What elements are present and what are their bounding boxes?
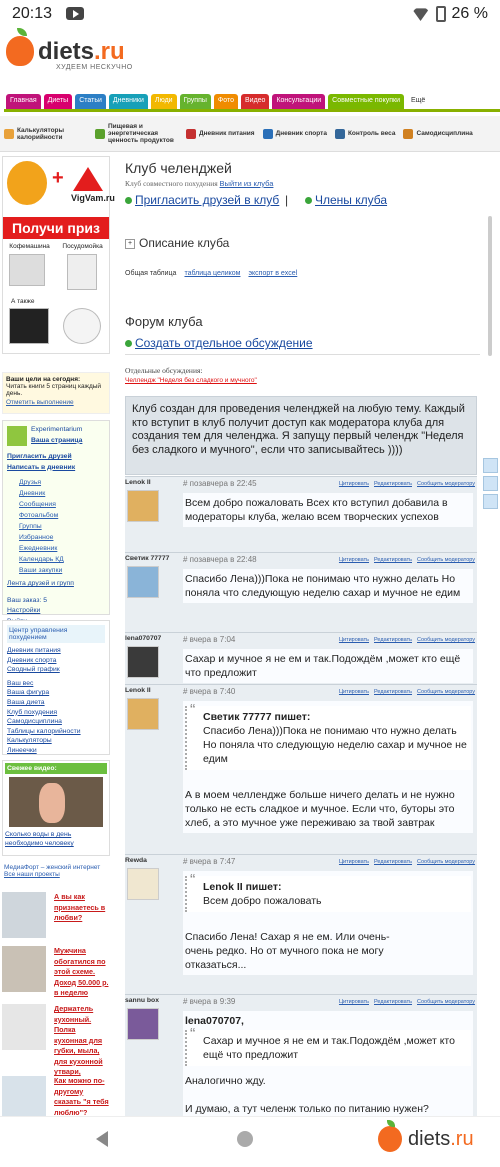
write-diary-link[interactable]: Написать в дневник <box>7 463 76 471</box>
nav-tab[interactable]: Дневники <box>109 94 148 109</box>
edit-button[interactable]: Редактировать <box>374 859 412 865</box>
promo-text[interactable]: Держатель кухонный. Полка кухонная для губки, мыла, для кухонной утвари, <box>54 1004 103 1076</box>
quote-button[interactable]: Цитировать <box>338 557 369 563</box>
report-button[interactable]: Сообщить модератору <box>417 689 475 695</box>
tool-label: Калькуляторы калорийности <box>17 126 65 141</box>
post-body: Сахар и мучное я не ем и так.Подождём ,может кто ещё что предложит <box>183 649 473 683</box>
post-quote <box>185 1030 471 1066</box>
ad-brand: VigVam.ru <box>71 193 115 203</box>
diets-logo-icon[interactable] <box>6 36 34 66</box>
mediafort-title[interactable]: МедиаФорт – женский интернет <box>4 864 101 871</box>
nav-tab[interactable]: Люди <box>151 94 177 109</box>
user-menu-item[interactable]: Дневник <box>19 490 46 497</box>
control-center-link[interactable]: Клуб похудения <box>7 708 58 716</box>
home-icon[interactable] <box>237 1131 253 1147</box>
left-column <box>0 156 113 1116</box>
all-projects-link[interactable]: Все наши проекты <box>4 871 60 878</box>
bottom-logo-tld: .ru <box>450 1128 474 1150</box>
tools-bar <box>0 116 500 152</box>
tool-item[interactable] <box>182 116 259 151</box>
video-box <box>2 760 110 856</box>
post-author[interactable]: Lenok II <box>125 479 151 486</box>
friends-feed-link[interactable]: Лента друзей и групп <box>7 580 74 587</box>
edit-button[interactable]: Редактировать <box>374 999 412 1005</box>
post-avatar[interactable] <box>127 566 159 598</box>
tool-icon <box>4 129 14 139</box>
nav-underline <box>4 109 500 112</box>
club-description-toggle[interactable]: + Описание клуба <box>125 236 229 250</box>
post-time[interactable]: # вчера в 7:40 <box>183 687 236 696</box>
report-button[interactable]: Сообщить модератору <box>417 637 475 643</box>
video-thumbnail[interactable] <box>9 777 103 827</box>
post-body <box>183 701 473 833</box>
ad-item2: Посудомойка <box>62 243 103 250</box>
quote-button[interactable]: Цитировать <box>338 859 369 865</box>
post-text: И думаю, а тут челенж только по питанию нужен? <box>185 1103 429 1115</box>
post-time[interactable]: # вчера в 9:39 <box>183 997 236 1006</box>
logo-tld: .ru <box>94 38 125 65</box>
goals-title: Ваши цели на сегодня: <box>6 376 81 383</box>
status-bar <box>0 0 500 30</box>
club-type: Клуб совместного похудения <box>125 179 218 188</box>
wifi-icon <box>412 7 430 21</box>
status-time: 20:13 <box>12 5 53 22</box>
post-actions <box>339 637 475 643</box>
club-main <box>117 156 485 1116</box>
post-time[interactable]: # позавчера в 22:48 <box>183 555 257 564</box>
ad-character-image <box>7 161 47 205</box>
create-discussion-link[interactable] <box>125 336 313 350</box>
tool-label: Контроль веса <box>347 130 396 137</box>
battery-level: 26 % <box>451 5 488 22</box>
promo-text[interactable]: Как можно по-другому сказать "я тебя люблю"? <box>54 1076 109 1117</box>
promo-text[interactable]: Мужчина обогатился по этой схеме. Доход 50.000 р. в неделю <box>54 946 109 997</box>
promo-item[interactable] <box>2 946 110 1002</box>
post-actions <box>339 481 475 487</box>
control-center-link[interactable]: Калькуляторы <box>7 737 52 745</box>
report-button[interactable]: Сообщить модератору <box>417 999 475 1005</box>
quote-author: “ Lenok II пишет: <box>203 881 282 893</box>
post-avatar[interactable] <box>127 868 159 900</box>
tool-icon <box>403 129 413 139</box>
post-time[interactable]: # вчера в 7:47 <box>183 857 236 866</box>
quote-author: “ Светик 77777 пишет: <box>203 711 311 723</box>
edit-button[interactable]: Редактировать <box>374 481 412 487</box>
nav-tab[interactable]: Консультации <box>272 94 325 109</box>
post-avatar[interactable] <box>127 646 159 678</box>
tool-item[interactable] <box>259 116 331 151</box>
nav-tab[interactable]: Статьи <box>75 94 106 109</box>
scrollbar[interactable] <box>488 216 492 356</box>
quote-text: Сахар и мучное я не ем и так.Подождём ,может кто ещё что предложит <box>203 1035 455 1061</box>
forum-post <box>125 994 477 1116</box>
divider <box>125 354 480 355</box>
post-text: А в моем челлендже больше ничего делать и не нужно только не есть сладкое и мучное. Если что, буторы это хлеб, а это мучное уже переживаю за твой завтрак <box>185 789 455 829</box>
club-info-box: Клуб создан для проведения челенджей на любую тему. Каждый кто вступит в клуб получит доступ как модератора клуба для создания тем для челенджа. Я запущу первый челендж "Неделя без сладкого и мучного", если что записывайтесь )))) <box>125 396 477 475</box>
robot-vacuum-image <box>63 308 101 344</box>
user-name[interactable]: Experimentarium <box>31 426 83 433</box>
club-members-link[interactable] <box>305 193 387 207</box>
post-body <box>183 871 473 975</box>
leave-club-link[interactable]: Выйти из клуба <box>219 179 274 188</box>
status-right <box>412 5 488 23</box>
forum-post <box>125 476 477 556</box>
logo-tagline: ХУДЕЕМ НЕСКУЧНО <box>56 64 133 71</box>
coffee-machine-image <box>9 254 45 286</box>
diets-logo-icon[interactable] <box>378 1126 402 1152</box>
post-avatar[interactable] <box>127 1008 159 1040</box>
plus-icon <box>125 197 132 204</box>
post-actions <box>339 557 475 563</box>
forum-title: Форум клуба <box>125 314 203 329</box>
quote-button[interactable]: Цитировать <box>338 689 369 695</box>
quote-button[interactable]: Цитировать <box>338 481 369 487</box>
youtube-icon <box>66 7 84 20</box>
post-time[interactable]: # позавчера в 22:45 <box>183 479 257 488</box>
forum-post <box>125 632 477 684</box>
tool-icon <box>95 129 105 139</box>
quote-text: Спасибо Лена)))Пока не понимаю что нужно делать Но поняла что следующую неделю сахар и мучное не едим <box>203 725 467 765</box>
control-center-link[interactable]: Самодисциплина <box>7 718 62 726</box>
goals-box <box>2 372 110 414</box>
bottom-logo-name: diets <box>408 1128 451 1150</box>
forum-post <box>125 854 477 994</box>
control-center-link[interactable]: Дневник питания <box>7 647 61 654</box>
control-center-link[interactable]: Линеечки <box>7 746 37 754</box>
control-center-link[interactable]: Дневник спорта <box>7 656 57 664</box>
club-subtitle <box>125 179 273 188</box>
invite-to-club-link[interactable] <box>125 193 279 207</box>
ad-plus: + <box>52 167 64 189</box>
post-author[interactable]: Светик 77777 <box>125 555 170 562</box>
full-table-link[interactable]: таблица целиком <box>184 270 241 277</box>
separate-discussions-label: Отдельные обсуждения: <box>125 366 203 375</box>
create-label: Создать отдельное обсуждение <box>135 336 313 350</box>
tool-label: Самодисциплина <box>416 130 473 137</box>
promo-text[interactable]: А вы как признаетесь в любви? <box>54 892 106 922</box>
bottom-logo[interactable] <box>408 1128 474 1151</box>
common-table-label: Общая таблица <box>125 270 177 277</box>
tool-item[interactable] <box>91 116 182 151</box>
ad-prize-text: Получи приз <box>3 217 109 239</box>
edit-button[interactable]: Редактировать <box>374 689 412 695</box>
cooktop-image <box>9 308 49 344</box>
plus-icon <box>125 340 132 347</box>
nav-tab[interactable]: Группы <box>180 94 211 109</box>
table-row <box>125 270 297 277</box>
control-center-link[interactable]: Ваш вес <box>7 679 34 687</box>
settings-link[interactable]: Настройки <box>7 607 41 614</box>
nav-tab[interactable]: Видео <box>241 94 269 109</box>
members-label: Члены клуба <box>315 193 388 207</box>
report-button[interactable]: Сообщить модератору <box>417 481 475 487</box>
user-page-link[interactable]: Ваша страница <box>31 436 83 444</box>
promo-image <box>2 946 46 992</box>
nav-more[interactable]: Ещё <box>410 97 426 104</box>
user-menu-item[interactable]: Избранное <box>19 534 54 541</box>
main-nav <box>6 94 500 109</box>
post-author[interactable]: lena070707 <box>125 635 162 642</box>
post-actions <box>339 689 475 695</box>
back-icon[interactable] <box>96 1131 108 1147</box>
tool-item[interactable] <box>0 116 91 151</box>
page-title: Клуб челенджей <box>125 160 232 176</box>
control-center-link[interactable]: Ваша диета <box>7 698 45 706</box>
nav-tab[interactable]: Главная <box>6 94 41 109</box>
user-menu-item[interactable]: Ежедневник <box>19 545 58 552</box>
user-menu-item[interactable]: Ваши закупки <box>19 567 63 574</box>
vigvam-logo-icon <box>73 167 103 191</box>
scroll-up-icon[interactable] <box>483 458 498 473</box>
logo-name: diets <box>38 38 95 65</box>
post-quote <box>185 876 471 912</box>
post-actions <box>339 999 475 1005</box>
quote-text: Всем добро пожаловать <box>203 895 322 907</box>
mediafort-box <box>2 862 110 880</box>
dishwasher-image <box>67 254 97 290</box>
scroll-down-icon[interactable] <box>483 494 498 509</box>
ad-item1: Кофемашина <box>9 243 50 250</box>
ad-banner[interactable] <box>2 156 115 354</box>
tool-icon <box>335 129 345 139</box>
video-caption[interactable]: Сколько воды в день необходимо человеку <box>5 831 74 847</box>
report-button[interactable]: Сообщить модератору <box>417 557 475 563</box>
post-body: Всем добро пожаловать Всех кто вступил добавила в модераторы клуба, желаю всем творческих успехов <box>183 493 473 527</box>
post-avatar[interactable] <box>127 490 159 522</box>
post-text: Спасибо Лена! Сахар я не ем. Или очень-очень редко. Но от мучного пока не могу отказаться... <box>185 931 390 971</box>
control-center-link[interactable]: Таблицы калорийности <box>7 727 81 735</box>
right-floating-tools <box>483 458 500 514</box>
separator: | <box>285 193 289 207</box>
order-link[interactable]: Ваш заказ: 5 <box>7 596 48 604</box>
nav-tab[interactable]: Совместные покупки <box>328 94 404 109</box>
post-avatar[interactable] <box>127 698 159 730</box>
tool-item[interactable] <box>331 116 400 151</box>
post-mention[interactable]: lena070707, <box>185 1015 244 1027</box>
promo-image <box>2 1004 46 1050</box>
user-menu-item[interactable]: Календарь КД <box>19 556 64 563</box>
user-menu-item[interactable]: Группы <box>19 523 42 530</box>
post-actions <box>339 859 475 865</box>
forum-post <box>125 552 477 632</box>
tool-icon <box>186 129 196 139</box>
control-center-title[interactable]: Центр управления похудением <box>7 625 105 643</box>
quote-button[interactable]: Цитировать <box>338 637 369 643</box>
nav-tab[interactable]: Диеты <box>44 94 73 109</box>
site-logo[interactable] <box>38 38 125 66</box>
post-time[interactable]: # вчера в 7:04 <box>183 635 236 644</box>
report-button[interactable]: Сообщить модератору <box>417 859 475 865</box>
quote-button[interactable]: Цитировать <box>338 999 369 1005</box>
members-icon <box>305 197 312 204</box>
edit-button[interactable]: Редактировать <box>374 637 412 643</box>
forum-post <box>125 684 477 854</box>
promo-image <box>2 892 46 938</box>
battery-icon <box>436 6 446 22</box>
challenge-link[interactable]: Челлендж "Неделя без сладкого и мучного" <box>125 377 257 384</box>
ad-also: А также <box>11 298 35 305</box>
tool-item[interactable] <box>399 116 476 151</box>
control-center-box <box>2 620 110 755</box>
goals-mark-link[interactable]: Отметить выполнение <box>6 399 74 406</box>
edit-button[interactable]: Редактировать <box>374 557 412 563</box>
user-menu-item[interactable]: Фотоальбом <box>19 512 59 519</box>
promo-item[interactable] <box>2 892 110 948</box>
post-author[interactable]: Lenok II <box>125 687 151 694</box>
post-body <box>183 1011 473 1116</box>
feedback-icon[interactable] <box>483 476 498 491</box>
post-text: Аналогично жду. <box>185 1075 266 1087</box>
promo-item[interactable] <box>2 1004 110 1076</box>
user-menu-item[interactable]: Друзья <box>19 479 42 486</box>
post-author[interactable]: sannu box <box>125 997 159 1004</box>
video-title: Свежее видео: <box>5 763 107 774</box>
invite-label: Пригласить друзей в клуб <box>135 193 280 207</box>
invite-friends-link[interactable]: Пригласить друзей <box>7 453 72 460</box>
tool-label: Дневник питания <box>199 130 255 137</box>
control-center-link[interactable]: Сводный график <box>7 666 60 674</box>
tool-label: Пищевая и энергетическая ценность продуктов <box>108 123 174 144</box>
post-body: Спасибо Лена)))Пока не понимаю что нужно делать Но поняла что следующую неделю сахар и мучное не едим <box>183 569 473 603</box>
user-box <box>2 420 110 615</box>
tool-icon <box>263 129 273 139</box>
control-center-link[interactable]: Ваша фигура <box>7 689 50 697</box>
user-avatar[interactable] <box>7 426 27 446</box>
user-menu-item[interactable]: Сообщения <box>19 501 56 508</box>
post-author[interactable]: Rewda <box>125 857 147 864</box>
nav-tab[interactable]: Фото <box>214 94 238 109</box>
post-quote <box>185 706 471 770</box>
tool-label: Дневник спорта <box>275 130 327 137</box>
export-excel-link[interactable]: экспорт в excel <box>248 270 298 277</box>
goals-text: Читать книги 5 страниц каждый день. <box>6 383 102 397</box>
